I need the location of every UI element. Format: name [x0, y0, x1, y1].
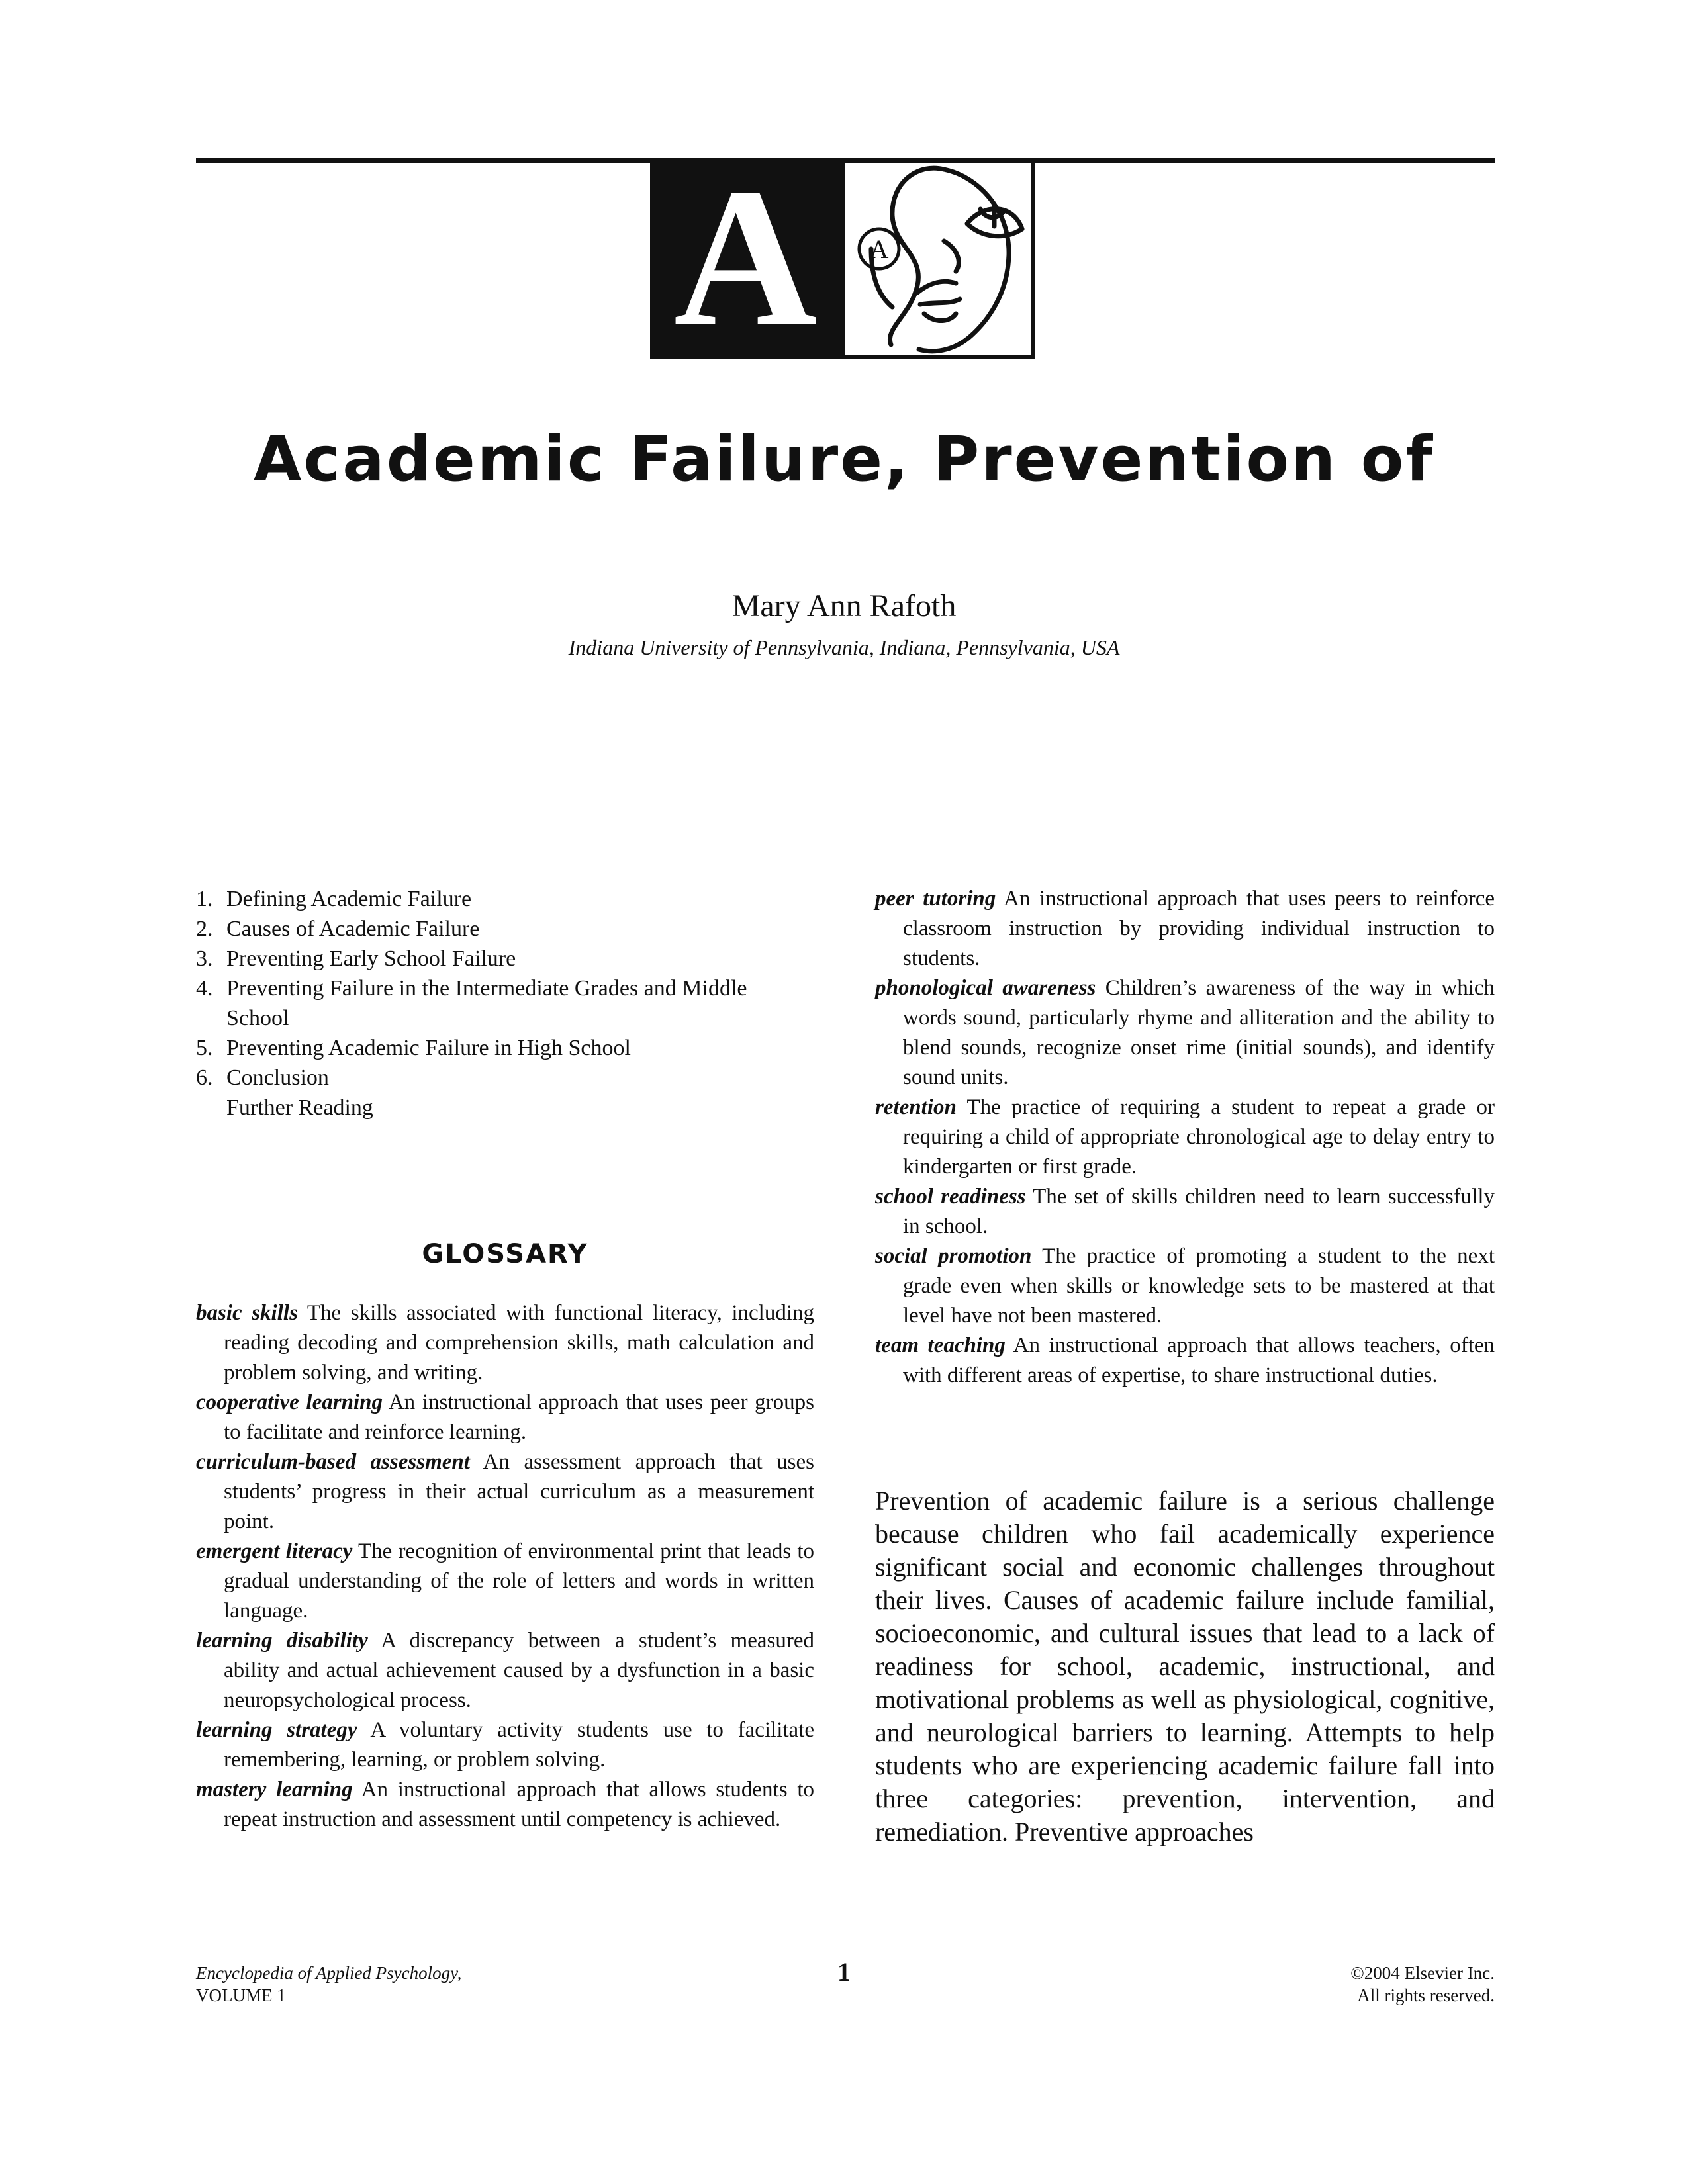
rights-line: All rights reserved.	[1357, 1985, 1495, 2005]
face-line-drawing-icon	[845, 163, 1039, 359]
face-drawing-logo	[841, 163, 1035, 359]
toc-item[interactable]: Further Reading	[226, 1095, 373, 1120]
glossary-entry: basic skills The skills associated with functional literacy, including reading decoding and comprehension skills, math calculation and problem solving, and writing.	[196, 1301, 814, 1385]
intro-paragraph: Prevention of academic failure is a serious challenge because children who fail academically experience significant social and economic challenges throughout their lives. Causes of academic failure include familial, socioeconomic, and cultural issues that lead to a lack of readiness for school, academic, instructional, and motivational problems as well as physiological, cognitive, and neurological barriers to learning. Attempts to help students who are experiencing academic failure fall into three categories: prevention, intervention, and remediation. Preventive approaches	[875, 1486, 1495, 1846]
glossary-heading: GLOSSARY	[422, 1239, 588, 1269]
top-rule	[196, 158, 1495, 163]
glossary-entry: social promotion The practice of promoting a student to the next grade even when skills or knowledge sets to be mastered at that level have not been mastered.	[875, 1244, 1495, 1328]
toc-item[interactable]: 1. Defining Academic Failure	[196, 887, 472, 911]
section-letter: A	[673, 148, 818, 367]
glossary-entry: learning disability A discrepancy between a student’s measured ability and actual achievement caused by a dysfunction in a basic neuropsychological process.	[196, 1629, 814, 1712]
glossary-entry: retention The practice of requiring a student to repeat a grade or requiring a child of appropriate chronological age to delay entry to kindergarten or first grade.	[875, 1095, 1495, 1179]
glossary-entry: emergent literacy The recognition of environmental print that leads to gradual understanding of the role of letters and words in written language.	[196, 1539, 814, 1623]
footer-volume: VOLUME 1	[196, 1985, 286, 2005]
toc-item[interactable]: 4. Preventing Failure in the Intermediate Grades and Middle School	[196, 976, 747, 1030]
glossary-entry: cooperative learning An instructional approach that uses peer groups to facilitate and reinforce learning.	[196, 1390, 814, 1444]
footer-citation	[196, 1962, 461, 2007]
table-of-contents	[196, 884, 814, 1122]
right-column	[875, 884, 1495, 1875]
left-column	[196, 884, 814, 1835]
toc-item[interactable]: 3. Preventing Early School Failure	[196, 946, 516, 971]
glossary-entry: peer tutoring An instructional approach that uses peers to reinforce classroom instruction by providing individual instruction to students.	[875, 887, 1495, 970]
toc-item[interactable]: 2. Causes of Academic Failure	[196, 917, 480, 941]
glossary-entry: phonological awareness Children’s awareness of the way in which words sound, particularly rhyme and alliteration and the ability to blend sounds, recognize onset rime (initial sounds), and identify sound units.	[875, 976, 1495, 1089]
page-number: 1	[837, 1957, 851, 1987]
toc-item[interactable]: 5. Preventing Academic Failure in High School	[196, 1036, 631, 1060]
toc-item[interactable]: 6. Conclusion	[196, 1066, 329, 1090]
footer-copyright	[1350, 1962, 1495, 2007]
face-letter: A	[869, 234, 889, 264]
glossary-entry: curriculum-based assessment An assessment approach that uses students’ progress in their actual curriculum as a measurement point.	[196, 1450, 815, 1533]
section-letter-logo	[650, 148, 841, 367]
glossary-entry: school readiness The set of skills children need to learn successfully in school.	[875, 1185, 1495, 1238]
copyright-line: ©2004 Elsevier Inc.	[1350, 1963, 1495, 1983]
footer-publication: Encyclopedia of Applied Psychology,	[196, 1963, 462, 1983]
glossary-entry: mastery learning An instructional approach that allows students to repeat instruction and assessment until competency is achieved.	[196, 1778, 814, 1831]
glossary-entry: team teaching An instructional approach that allows teachers, often with different areas of expertise, to share instructional duties.	[875, 1334, 1495, 1387]
glossary-entry: learning strategy A voluntary activity students use to facilitate remembering, learning, or problem solving.	[196, 1718, 814, 1772]
author-affiliation: Indiana University of Pennsylvania, Indiana, Pennsylvania, USA	[568, 635, 1120, 659]
article-title: Academic Failure, Prevention of	[253, 424, 1435, 496]
author-name: Mary Ann Rafoth	[731, 588, 957, 623]
